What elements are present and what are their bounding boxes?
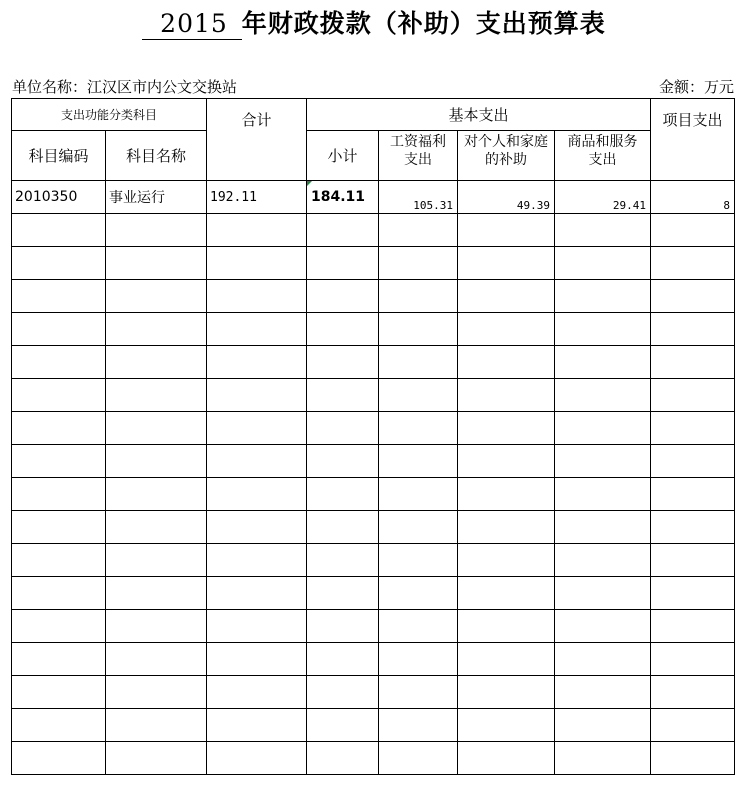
empty-cell (458, 478, 555, 511)
empty-cell (307, 379, 379, 412)
table-row-empty (12, 709, 735, 742)
empty-cell (12, 313, 106, 346)
empty-cell (106, 577, 207, 610)
table-row-empty (12, 610, 735, 643)
empty-cell (651, 478, 735, 511)
empty-cell (207, 742, 307, 775)
table-row-empty (12, 478, 735, 511)
empty-cell (379, 313, 458, 346)
empty-cell (651, 214, 735, 247)
cell-subtotal (307, 181, 379, 214)
empty-cell (651, 511, 735, 544)
empty-cell (12, 544, 106, 577)
empty-cell (379, 280, 458, 313)
empty-cell (12, 346, 106, 379)
empty-cell (651, 544, 735, 577)
empty-cell (12, 610, 106, 643)
empty-cell (651, 280, 735, 313)
empty-cell (651, 412, 735, 445)
empty-cell (106, 379, 207, 412)
empty-cell (379, 346, 458, 379)
empty-cell (379, 610, 458, 643)
cell-project: 8 (651, 181, 735, 214)
title-year: 2015 (142, 9, 242, 40)
empty-cell (651, 577, 735, 610)
empty-cell (379, 247, 458, 280)
currency-unit-label: 金额：万元 (658, 78, 734, 96)
empty-cell (207, 709, 307, 742)
empty-cell (651, 346, 735, 379)
empty-cell (458, 280, 555, 313)
empty-cell (651, 610, 735, 643)
empty-cell (307, 643, 379, 676)
empty-cell (458, 313, 555, 346)
empty-cell (555, 676, 651, 709)
empty-cell (555, 379, 651, 412)
empty-cell (106, 511, 207, 544)
empty-cell (207, 445, 307, 478)
empty-cell (12, 643, 106, 676)
empty-cell (12, 379, 106, 412)
cell-total: 192.11 (207, 181, 307, 214)
empty-cell (379, 478, 458, 511)
empty-cell (555, 709, 651, 742)
empty-cell (458, 511, 555, 544)
empty-cell (651, 247, 735, 280)
header-total: 合计 (207, 99, 307, 181)
empty-cell (12, 742, 106, 775)
header-family-subsidy: 对个人和家庭的补助 (458, 131, 555, 181)
budget-table (11, 98, 735, 775)
empty-cell (307, 346, 379, 379)
cell-goods: 29.41 (555, 181, 651, 214)
empty-cell (307, 412, 379, 445)
empty-cell (207, 412, 307, 445)
header-subtotal: 小计 (307, 131, 379, 181)
empty-cell (307, 313, 379, 346)
empty-cell (307, 577, 379, 610)
empty-cell (555, 247, 651, 280)
table-row-empty (12, 379, 735, 412)
empty-cell (555, 742, 651, 775)
table-row (12, 181, 735, 214)
empty-cell (651, 313, 735, 346)
empty-cell (379, 544, 458, 577)
empty-cell (12, 280, 106, 313)
empty-cell (307, 478, 379, 511)
empty-cell (458, 742, 555, 775)
empty-cell (207, 511, 307, 544)
empty-cell (207, 643, 307, 676)
empty-cell (651, 742, 735, 775)
empty-cell (12, 577, 106, 610)
table-row-empty (12, 313, 735, 346)
empty-cell (555, 577, 651, 610)
empty-cell (106, 313, 207, 346)
cell-name: 事业运行 (106, 181, 207, 214)
empty-cell (379, 643, 458, 676)
empty-cell (379, 511, 458, 544)
header-goods-services: 商品和服务支出 (555, 131, 651, 181)
empty-cell (379, 214, 458, 247)
empty-cell (307, 610, 379, 643)
empty-cell (106, 280, 207, 313)
table-row-empty (12, 643, 735, 676)
empty-cell (106, 709, 207, 742)
empty-cell (307, 544, 379, 577)
empty-cell (307, 511, 379, 544)
empty-cell (307, 280, 379, 313)
empty-cell (307, 445, 379, 478)
table-row-empty (12, 412, 735, 445)
empty-cell (458, 577, 555, 610)
table-row-empty (12, 445, 735, 478)
cell-family: 49.39 (458, 181, 555, 214)
empty-cell (12, 676, 106, 709)
empty-cell (651, 643, 735, 676)
empty-cell (12, 478, 106, 511)
header-function-class: 支出功能分类科目 (12, 99, 207, 131)
empty-cell (651, 379, 735, 412)
cell-wages: 105.31 (379, 181, 458, 214)
empty-cell (12, 214, 106, 247)
empty-cell (555, 280, 651, 313)
empty-cell (458, 610, 555, 643)
empty-cell (106, 247, 207, 280)
empty-cell (458, 346, 555, 379)
empty-cell (207, 676, 307, 709)
empty-cell (207, 379, 307, 412)
org-name-label: 单位名称：江汉区市内公文交换站 (12, 78, 238, 96)
empty-cell (106, 478, 207, 511)
table-row-empty (12, 742, 735, 775)
empty-cell (458, 412, 555, 445)
empty-cell (12, 709, 106, 742)
empty-cell (106, 643, 207, 676)
empty-cell (555, 478, 651, 511)
header-name: 科目名称 (106, 131, 207, 181)
empty-cell (106, 544, 207, 577)
empty-cell (207, 577, 307, 610)
title-text: 年财政拨款（补助）支出预算表 (241, 9, 606, 38)
table-row-empty (12, 577, 735, 610)
empty-cell (307, 709, 379, 742)
empty-cell (555, 544, 651, 577)
empty-cell (106, 214, 207, 247)
empty-cell (307, 247, 379, 280)
table-row-empty (12, 544, 735, 577)
empty-cell (307, 214, 379, 247)
empty-cell (12, 445, 106, 478)
empty-cell (106, 610, 207, 643)
empty-cell (458, 643, 555, 676)
empty-cell (379, 742, 458, 775)
empty-cell (207, 214, 307, 247)
empty-cell (207, 280, 307, 313)
empty-cell (379, 709, 458, 742)
empty-cell (458, 676, 555, 709)
empty-cell (379, 379, 458, 412)
empty-cell (458, 379, 555, 412)
empty-cell (106, 346, 207, 379)
empty-cell (651, 676, 735, 709)
empty-cell (458, 247, 555, 280)
empty-cell (207, 544, 307, 577)
table-row-empty (12, 280, 735, 313)
empty-cell (555, 412, 651, 445)
empty-cell (207, 346, 307, 379)
empty-cell (207, 610, 307, 643)
table-row-empty (12, 676, 735, 709)
header-wages: 工资福利支出 (379, 131, 458, 181)
empty-cell (106, 445, 207, 478)
empty-cell (12, 247, 106, 280)
empty-cell (379, 577, 458, 610)
cell-code: 2010350 (12, 181, 106, 214)
empty-cell (555, 313, 651, 346)
empty-cell (207, 247, 307, 280)
empty-cell (379, 412, 458, 445)
empty-cell (555, 643, 651, 676)
table-row-empty (12, 247, 735, 280)
empty-cell (555, 346, 651, 379)
empty-cell (555, 610, 651, 643)
table-row-empty (12, 511, 735, 544)
empty-cell (106, 742, 207, 775)
unit-info-row (12, 76, 734, 96)
empty-cell (379, 676, 458, 709)
page-title (0, 4, 748, 40)
empty-cell (458, 214, 555, 247)
empty-cell (458, 709, 555, 742)
table-row-empty (12, 214, 735, 247)
header-code: 科目编码 (12, 131, 106, 181)
cell-subtotal-value: 184.11 (311, 189, 366, 205)
empty-cell (207, 478, 307, 511)
cell-marker-icon (307, 181, 312, 186)
empty-cell (12, 412, 106, 445)
empty-cell (106, 676, 207, 709)
empty-cell (458, 445, 555, 478)
header-basic-expense: 基本支出 (307, 99, 651, 131)
empty-cell (651, 445, 735, 478)
empty-cell (379, 445, 458, 478)
empty-cell (307, 676, 379, 709)
empty-cell (651, 709, 735, 742)
empty-cell (555, 214, 651, 247)
empty-cell (458, 544, 555, 577)
empty-cell (307, 742, 379, 775)
empty-cell (207, 313, 307, 346)
empty-cell (555, 445, 651, 478)
empty-cell (106, 412, 207, 445)
table-row-empty (12, 346, 735, 379)
empty-cell (12, 511, 106, 544)
header-project-expense: 项目支出 (651, 99, 735, 181)
empty-cell (555, 511, 651, 544)
